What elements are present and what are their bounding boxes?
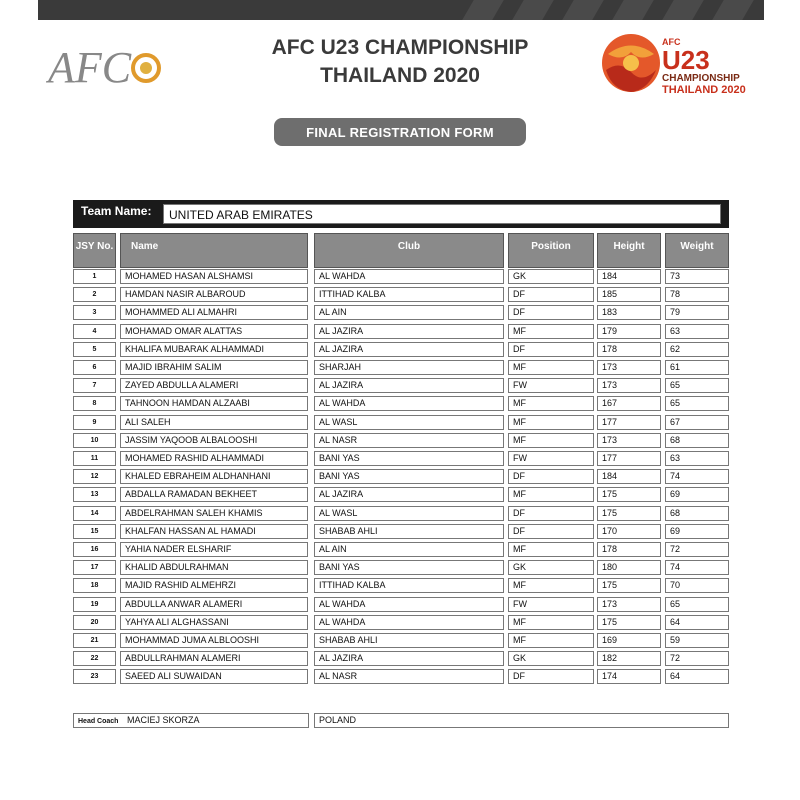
player-position: MF bbox=[508, 578, 594, 593]
player-name: ALI SALEH bbox=[120, 415, 308, 430]
player-name: JASSIM YAQOOB ALBALOOSHI bbox=[120, 433, 308, 448]
column-header-name: Name bbox=[120, 233, 308, 268]
event-logo-u23: U23 bbox=[662, 45, 710, 75]
player-name: ABDULLA ANWAR ALAMERI bbox=[120, 597, 308, 612]
head-coach-row bbox=[0, 713, 800, 729]
player-position: MF bbox=[508, 633, 594, 648]
player-weight: 62 bbox=[665, 342, 729, 357]
player-height: 178 bbox=[597, 342, 661, 357]
player-name: ABDULLRAHMAN ALAMERI bbox=[120, 651, 308, 666]
player-position: GK bbox=[508, 269, 594, 284]
player-name: KHALED EBRAHEIM ALDHANHANI bbox=[120, 469, 308, 484]
player-name: MOHAMMED ALI ALMAHRI bbox=[120, 305, 308, 320]
player-weight: 72 bbox=[665, 651, 729, 666]
player-height: 173 bbox=[597, 433, 661, 448]
jsy-number: 9 bbox=[73, 415, 116, 430]
jsy-number: 2 bbox=[73, 287, 116, 302]
table-row bbox=[0, 286, 800, 302]
table-row bbox=[0, 650, 800, 666]
player-height: 177 bbox=[597, 451, 661, 466]
player-club: AL JAZIRA bbox=[314, 487, 504, 502]
player-position: DF bbox=[508, 342, 594, 357]
table-row bbox=[0, 559, 800, 575]
player-club: AL AIN bbox=[314, 542, 504, 557]
player-position: MF bbox=[508, 542, 594, 557]
player-name: MAJID RASHID ALMEHRZI bbox=[120, 578, 308, 593]
column-header-weight: Weight bbox=[665, 233, 729, 268]
player-height: 177 bbox=[597, 415, 661, 430]
event-logo-championship: CHAMPIONSHIP bbox=[662, 73, 740, 84]
player-height: 175 bbox=[597, 578, 661, 593]
player-position: DF bbox=[508, 305, 594, 320]
jsy-number: 20 bbox=[73, 615, 116, 630]
player-height: 178 bbox=[597, 542, 661, 557]
jsy-number: 4 bbox=[73, 324, 116, 339]
top-decorative-bar bbox=[38, 0, 764, 20]
player-club: AL WAHDA bbox=[314, 615, 504, 630]
player-club: AL NASR bbox=[314, 669, 504, 684]
jsy-number: 11 bbox=[73, 451, 116, 466]
table-row bbox=[0, 450, 800, 466]
team-name-field[interactable]: UNITED ARAB EMIRATES bbox=[163, 204, 721, 224]
player-height: 175 bbox=[597, 487, 661, 502]
player-name: SAEED ALI SUWAIDAN bbox=[120, 669, 308, 684]
player-name: KHALIFA MUBARAK ALHAMMADI bbox=[120, 342, 308, 357]
player-height: 175 bbox=[597, 615, 661, 630]
column-header-club: Club bbox=[314, 233, 504, 268]
player-name: KHALID ABDULRAHMAN bbox=[120, 560, 308, 575]
player-weight: 73 bbox=[665, 269, 729, 284]
jsy-number: 5 bbox=[73, 342, 116, 357]
afc-logo bbox=[46, 40, 166, 92]
player-position: MF bbox=[508, 487, 594, 502]
jsy-number: 8 bbox=[73, 396, 116, 411]
jsy-number: 22 bbox=[73, 651, 116, 666]
form-title: FINAL REGISTRATION FORM bbox=[274, 118, 526, 146]
player-position: MF bbox=[508, 615, 594, 630]
player-club: AL JAZIRA bbox=[314, 378, 504, 393]
player-name: ZAYED ABDULLA ALAMERI bbox=[120, 378, 308, 393]
ball-icon bbox=[600, 32, 662, 94]
player-position: MF bbox=[508, 433, 594, 448]
player-weight: 65 bbox=[665, 597, 729, 612]
player-position: MF bbox=[508, 360, 594, 375]
player-height: 173 bbox=[597, 378, 661, 393]
player-weight: 59 bbox=[665, 633, 729, 648]
table-row bbox=[0, 523, 800, 539]
column-header-jsy: JSY No. bbox=[73, 233, 116, 268]
player-height: 173 bbox=[597, 597, 661, 612]
player-weight: 63 bbox=[665, 451, 729, 466]
player-height: 180 bbox=[597, 560, 661, 575]
player-position: DF bbox=[508, 506, 594, 521]
player-position: FW bbox=[508, 378, 594, 393]
jsy-number: 3 bbox=[73, 305, 116, 320]
player-weight: 63 bbox=[665, 324, 729, 339]
player-name: MOHAMED RASHID ALHAMMADI bbox=[120, 451, 308, 466]
table-row bbox=[0, 505, 800, 521]
table-row bbox=[0, 486, 800, 502]
player-weight: 74 bbox=[665, 560, 729, 575]
player-weight: 64 bbox=[665, 669, 729, 684]
page-title: AFC U23 CHAMPIONSHIP bbox=[271, 36, 529, 59]
player-weight: 69 bbox=[665, 524, 729, 539]
player-weight: 74 bbox=[665, 469, 729, 484]
player-weight: 70 bbox=[665, 578, 729, 593]
player-club: ITTIHAD KALBA bbox=[314, 578, 504, 593]
table-row bbox=[0, 432, 800, 448]
player-club: BANI YAS bbox=[314, 451, 504, 466]
player-name: YAHYA ALI ALGHASSANI bbox=[120, 615, 308, 630]
player-club: AL WASL bbox=[314, 506, 504, 521]
player-height: 184 bbox=[597, 269, 661, 284]
player-weight: 68 bbox=[665, 506, 729, 521]
player-club: BANI YAS bbox=[314, 469, 504, 484]
player-height: 174 bbox=[597, 669, 661, 684]
player-name: ABDELRAHMAN SALEH KHAMIS bbox=[120, 506, 308, 521]
table-row bbox=[0, 341, 800, 357]
svg-text:AFC: AFC bbox=[48, 43, 132, 92]
table-row bbox=[0, 395, 800, 411]
head-coach-cell bbox=[73, 713, 309, 728]
column-header-position: Position bbox=[508, 233, 594, 268]
team-name-label: Team Name: bbox=[81, 204, 152, 218]
player-club: AL JAZIRA bbox=[314, 342, 504, 357]
player-club: AL JAZIRA bbox=[314, 324, 504, 339]
player-name: MAJID IBRAHIM SALIM bbox=[120, 360, 308, 375]
player-height: 175 bbox=[597, 506, 661, 521]
player-weight: 65 bbox=[665, 378, 729, 393]
table-row bbox=[0, 468, 800, 484]
player-name: YAHIA NADER ELSHARIF bbox=[120, 542, 308, 557]
player-club: AL WAHDA bbox=[314, 269, 504, 284]
player-height: 173 bbox=[597, 360, 661, 375]
table-row bbox=[0, 268, 800, 284]
player-position: DF bbox=[508, 524, 594, 539]
player-name: KHALFAN HASSAN AL HAMADI bbox=[120, 524, 308, 539]
jsy-number: 19 bbox=[73, 597, 116, 612]
table-row bbox=[0, 577, 800, 593]
jsy-number: 10 bbox=[73, 433, 116, 448]
jsy-number: 16 bbox=[73, 542, 116, 557]
page-subtitle: THAILAND 2020 bbox=[320, 64, 480, 87]
player-club: AL AIN bbox=[314, 305, 504, 320]
jsy-number: 21 bbox=[73, 633, 116, 648]
table-row bbox=[0, 596, 800, 612]
player-club: AL WAHDA bbox=[314, 396, 504, 411]
player-name: MOHAMAD OMAR ALATTAS bbox=[120, 324, 308, 339]
player-club: SHABAB AHLI bbox=[314, 524, 504, 539]
jsy-number: 13 bbox=[73, 487, 116, 502]
player-club: AL WAHDA bbox=[314, 597, 504, 612]
player-height: 185 bbox=[597, 287, 661, 302]
player-club: ITTIHAD KALBA bbox=[314, 287, 504, 302]
player-position: MF bbox=[508, 415, 594, 430]
table-row bbox=[0, 304, 800, 320]
table-row bbox=[0, 614, 800, 630]
player-name: ABDALLA RAMADAN BEKHEET bbox=[120, 487, 308, 502]
player-height: 179 bbox=[597, 324, 661, 339]
head-coach-name: MACIEJ SKORZA bbox=[126, 715, 200, 725]
head-coach-nationality: POLAND bbox=[314, 713, 729, 728]
player-weight: 64 bbox=[665, 615, 729, 630]
table-row bbox=[0, 668, 800, 684]
player-position: DF bbox=[508, 287, 594, 302]
player-weight: 65 bbox=[665, 396, 729, 411]
table-row bbox=[0, 541, 800, 557]
player-height: 182 bbox=[597, 651, 661, 666]
jsy-number: 7 bbox=[73, 378, 116, 393]
player-height: 170 bbox=[597, 524, 661, 539]
player-name: MOHAMED HASAN ALSHAMSI bbox=[120, 269, 308, 284]
player-height: 183 bbox=[597, 305, 661, 320]
table-row bbox=[0, 359, 800, 375]
player-height: 184 bbox=[597, 469, 661, 484]
player-name: MOHAMMAD JUMA ALBLOOSHI bbox=[120, 633, 308, 648]
player-position: MF bbox=[508, 396, 594, 411]
player-club: AL NASR bbox=[314, 433, 504, 448]
player-position: DF bbox=[508, 669, 594, 684]
jsy-number: 14 bbox=[73, 506, 116, 521]
player-weight: 61 bbox=[665, 360, 729, 375]
player-position: MF bbox=[508, 324, 594, 339]
player-position: FW bbox=[508, 451, 594, 466]
event-logo bbox=[600, 30, 760, 100]
jsy-number: 23 bbox=[73, 669, 116, 684]
table-row bbox=[0, 632, 800, 648]
jsy-number: 17 bbox=[73, 560, 116, 575]
player-weight: 78 bbox=[665, 287, 729, 302]
table-row bbox=[0, 414, 800, 430]
player-name: TAHNOON HAMDAN ALZAABI bbox=[120, 396, 308, 411]
player-name: HAMDAN NASIR ALBAROUD bbox=[120, 287, 308, 302]
event-logo-afc: AFC bbox=[662, 37, 681, 47]
player-weight: 68 bbox=[665, 433, 729, 448]
jsy-number: 12 bbox=[73, 469, 116, 484]
player-club: BANI YAS bbox=[314, 560, 504, 575]
head-coach-label: Head Coach bbox=[78, 718, 119, 725]
player-position: FW bbox=[508, 597, 594, 612]
player-weight: 79 bbox=[665, 305, 729, 320]
jsy-number: 1 bbox=[73, 269, 116, 284]
jsy-number: 6 bbox=[73, 360, 116, 375]
player-weight: 72 bbox=[665, 542, 729, 557]
player-club: SHABAB AHLI bbox=[314, 633, 504, 648]
player-position: GK bbox=[508, 560, 594, 575]
player-position: GK bbox=[508, 651, 594, 666]
player-weight: 67 bbox=[665, 415, 729, 430]
column-header-height: Height bbox=[597, 233, 661, 268]
player-club: AL JAZIRA bbox=[314, 651, 504, 666]
event-logo-thailand: THAILAND 2020 bbox=[662, 84, 746, 96]
player-position: DF bbox=[508, 469, 594, 484]
jsy-number: 18 bbox=[73, 578, 116, 593]
player-weight: 69 bbox=[665, 487, 729, 502]
table-row bbox=[0, 377, 800, 393]
player-height: 167 bbox=[597, 396, 661, 411]
player-height: 169 bbox=[597, 633, 661, 648]
player-club: SHARJAH bbox=[314, 360, 504, 375]
player-club: AL WASL bbox=[314, 415, 504, 430]
jsy-number: 15 bbox=[73, 524, 116, 539]
table-row bbox=[0, 323, 800, 339]
